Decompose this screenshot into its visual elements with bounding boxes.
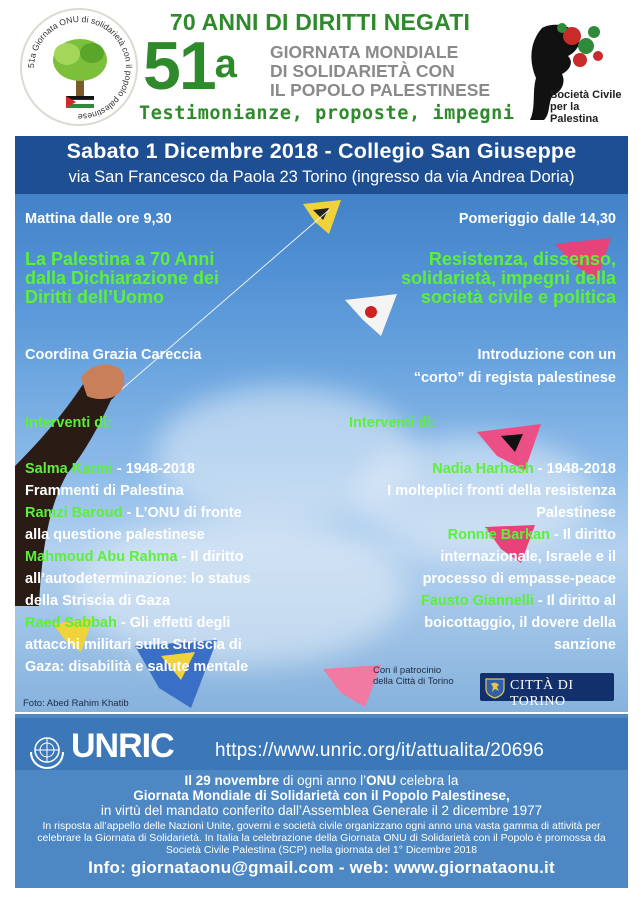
afternoon-title — [401, 250, 616, 307]
afternoon-interventi-label: Interventi di: — [349, 415, 437, 431]
footer-intro-paragraph — [15, 773, 628, 818]
speaker-name: Nadia Harhash — [432, 461, 534, 477]
afternoon-intro-line-1: Introduzione con un — [477, 347, 616, 363]
speaker-talk-line: Frammenti di Palestina — [25, 483, 184, 499]
speaker-talk-line: internazionale, Israele e il — [440, 549, 616, 565]
morning-title-line-3: Diritti dell’Uomo — [25, 287, 164, 307]
un-emblem-icon — [27, 730, 67, 770]
footer-onu: ONU — [366, 773, 397, 788]
speaker-talk: - 1948-2018 — [112, 461, 196, 477]
patronage-line-2: della Città di Torino — [373, 676, 454, 687]
societa-civile-line-1: Società Civile — [550, 89, 622, 101]
giornata-mondiale-title — [270, 43, 520, 100]
afternoon-intro-line-2: “corto” di regista palestinese — [413, 370, 616, 386]
morning-title-line-1: La Palestina a 70 Anni — [25, 249, 215, 269]
logo-ring-text: 51a Giornata ONU di solidarietà con il popolo palestinese — [25, 13, 135, 123]
speaker-name: Fausto Giannelli — [421, 593, 534, 609]
afternoon-title-line-3: società civile e politica — [420, 287, 616, 307]
headline-70-anni: 70 ANNI DI DIRITTI NEGATI — [169, 9, 471, 35]
speaker-name: Mahmoud Abu Rahma — [25, 549, 178, 565]
morning-interventi-label: Interventi di: — [25, 415, 113, 431]
speaker-talk-line: Gaza: disabilità e salute mentale — [25, 659, 249, 675]
patronage-line-1: Con il patrocinio — [373, 665, 442, 676]
citta-di-torino-label: CITTÀ DI TORINO — [510, 678, 574, 709]
kite-image — [341, 290, 401, 340]
poster-footer — [15, 714, 628, 888]
morning-time: Mattina dalle ore 9,30 — [25, 211, 172, 227]
speaker-entry — [387, 458, 616, 480]
speaker-talk: - Il diritto — [549, 527, 616, 543]
societa-civile-line-2: per la Palestina — [550, 101, 599, 125]
unric-bar — [15, 718, 628, 770]
footer-intro-line-1 — [15, 773, 628, 788]
edition-number-value: 51 — [143, 28, 215, 104]
giornata-onu-logo — [20, 8, 138, 126]
societa-civile-label — [550, 89, 630, 125]
unric-logo-text: UNRIC — [71, 727, 174, 765]
footer-intro-line-3: in virtù del mandato conferito dall’Assemblea Generale il 2 dicembre 1977 — [100, 803, 543, 818]
speaker-talk: - 1948-2018 — [533, 461, 616, 477]
speaker-name: Raed Sabbah — [25, 615, 117, 631]
speaker-talk-line: sanzione — [553, 637, 616, 653]
footer-intro-line-2: Giornata Mondiale di Solidarietà con il Popolo Palestinese, — [133, 788, 510, 803]
poster-header — [0, 0, 643, 134]
speaker-talk: - Gli effetti degli — [116, 615, 231, 631]
morning-coordinator: Coordina Grazia Careccia — [25, 347, 202, 363]
afternoon-time: Pomeriggio dalle 14,30 — [458, 211, 616, 227]
edition-suffix: a — [214, 42, 235, 86]
afternoon-title-line-2: solidarietà, impegni della — [400, 268, 616, 288]
speaker-talk-line: I molteplici fronti della resistenza — [387, 483, 616, 499]
tagline: Testimonianze, proposte, impegni — [139, 103, 515, 124]
torino-crest-icon — [484, 675, 506, 699]
speaker-talk: - Il diritto — [177, 549, 244, 565]
giornata-line-1: GIORNATA MONDIALE — [270, 42, 459, 62]
afternoon-title-line-1: Resistenza, dissenso, — [428, 249, 616, 269]
speaker-entry — [387, 524, 616, 546]
speaker-talk-line: all’autodeterminazione: lo status — [25, 571, 251, 587]
giornata-line-3: IL POPOLO PALESTINESE — [270, 80, 491, 100]
speaker-name: Ronnie Barkan — [447, 527, 550, 543]
speaker-entry — [25, 458, 251, 480]
speaker-talk-line: della Striscia di Gaza — [25, 593, 171, 609]
speaker-name: Ramzi Baroud — [25, 505, 123, 521]
speaker-talk-line: processo di empasse-peace — [422, 571, 616, 587]
photo-credit: Foto: Abed Rahim Khatib — [23, 698, 129, 709]
speaker-talk-line: Palestinese — [536, 505, 616, 521]
event-headline: Sabato 1 Dicembre 2018 - Collegio San Giuseppe — [66, 139, 577, 163]
speaker-talk-line: boicottaggio, il dovere della — [424, 615, 616, 631]
kites-photo-panel — [15, 136, 628, 712]
citta-di-torino-badge — [480, 673, 614, 709]
morning-title-line-2: dalla Dichiarazione dei — [25, 268, 220, 288]
speaker-talk: - Il diritto al — [533, 593, 616, 609]
speaker-name: Salma Karmi — [25, 461, 113, 477]
edition-number — [143, 28, 235, 104]
speaker-talk-line: attacchi militari sulla Striscia di — [25, 637, 242, 653]
afternoon-speakers — [387, 458, 616, 656]
giornata-line-2: DI SOLIDARIETÀ CON — [270, 61, 455, 81]
event-address: via San Francesco da Paola 23 Torino (ingresso da via Andrea Doria) — [68, 168, 575, 186]
speaker-entry — [25, 546, 251, 568]
footer-text: di ogni anno l’ — [279, 773, 367, 788]
morning-speakers — [25, 458, 251, 678]
patronage-note — [373, 665, 454, 687]
footer-text: celebra la — [396, 773, 459, 788]
footer-date: Il 29 novembre — [184, 773, 280, 788]
footer-details-paragraph: In risposta all’appello delle Nazioni Unite, governi e società civile organizzano ogni anno una vasta gamma di attività per celebrare la Giornata di Solidarietà. In Italia la celebrazione della Giornata ONU di Solidarietà con il Popolo è promossa da Società Civile Palestina (SCP) nella giornata del 1° Dicembre 2018 — [37, 820, 606, 856]
speaker-talk-line: alla questione palestinese — [25, 527, 205, 543]
afternoon-intro — [414, 344, 616, 390]
morning-title — [25, 250, 219, 307]
speaker-talk: - L’ONU di fronte — [122, 505, 242, 521]
unric-url-link[interactable]: https://www.unric.org/it/attualita/20696 — [215, 740, 545, 761]
speaker-entry — [387, 590, 616, 612]
footer-contacts[interactable]: Info: giornataonu@gmail.com - web: www.giornataonu.it — [88, 858, 555, 877]
speaker-entry — [25, 612, 251, 634]
speaker-entry — [25, 502, 251, 524]
